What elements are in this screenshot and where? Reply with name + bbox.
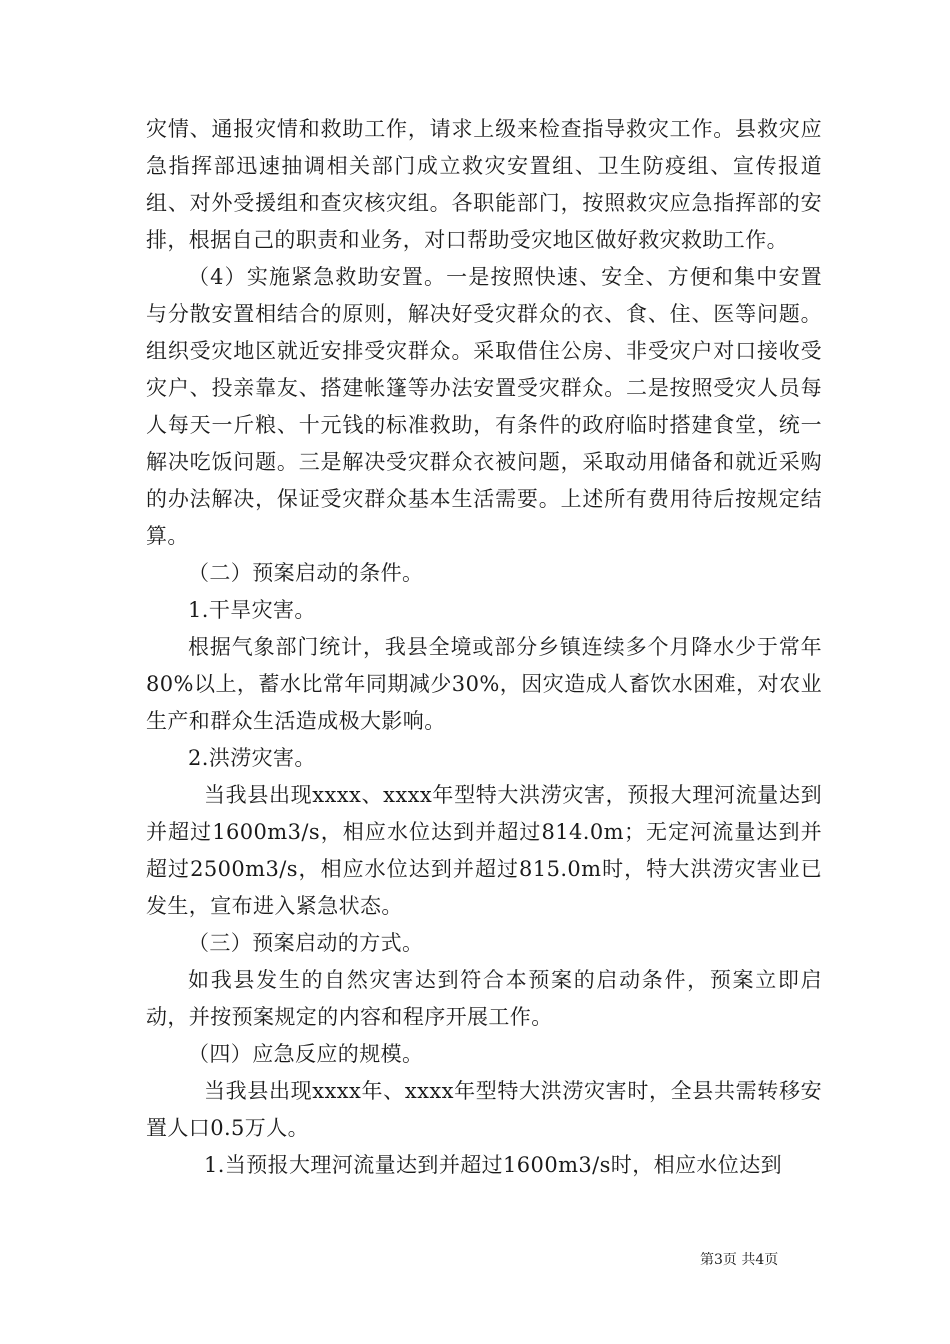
paragraph-continued: 灾情、通报灾情和救助工作，请求上级来检查指导救灾工作。县救灾应急指挥部迅速抽调相关部门成立救灾安置组、卫生防疫组、宣传报道组、对外受援组和查灾核灾组。各职能部门，按照救灾应急指挥部的安排，根据自己的职责和业务，对口帮助受灾地区做好救灾救助工作。 — [146, 117, 822, 252]
paragraph-drought: 根据气象部门统计，我县全境或部分乡镇连续多个月降水少于常年80%以上，蓄水比常年同期减少30%，因灾造成人畜饮水困难，对农业生产和群众生活造成极大影响。 — [146, 635, 822, 733]
paragraph-emergency-relief: （4）实施紧急救助安置。一是按照快速、安全、方便和集中安置与分散安置相结合的原则，解决好受灾群众的衣、食、住、医等问题。组织受灾地区就近安排受灾群众。采取借住公房、非受灾户对口接收受灾户、投亲靠友、搭建帐篷等办法安置受灾群众。二是按照受灾人员每人每天一斤粮、十元钱的标准救助，有条件的政府临时搭建食堂，统一解决吃饭问题。三是解决受灾群众衣被问题，采取动用储备和就近采购的办法解决，保证受灾群众基本生活需要。上述所有费用待后按规定结算。 — [146, 265, 822, 548]
paragraph-startup-method: 如我县发生的自然灾害达到符合本预案的启动条件，预案立即启动，并按预案规定的内容和程序开展工作。 — [146, 968, 822, 1029]
section-heading-startup-method: （三）预案启动的方式。 — [188, 931, 424, 955]
paragraph-response-scale: 当我县出现xxxx年、xxxx年型特大洪涝灾害时，全县共需转移安置人口0.5万人。 — [146, 1079, 822, 1140]
section-heading-startup-conditions: （二）预案启动的条件。 — [188, 561, 424, 585]
section-heading-response-scale: （四）应急反应的规模。 — [188, 1042, 424, 1066]
document-body — [146, 111, 822, 1184]
paragraph-response-item-1: 1.当预报大理河流量达到并超过1600m3/s时，相应水位达到 — [204, 1153, 783, 1177]
subheading-flood: 2.洪涝灾害。 — [188, 746, 316, 770]
page-indicator: 第3页 共4页 — [700, 1252, 779, 1268]
paragraph-flood: 当我县出现xxxx、xxxx年型特大洪涝灾害，预报大理河流量达到并超过1600m3/s，相应水位达到并超过814.0m；无定河流量达到并超过2500m3/s，相应水位达到并超过815.0m时，特大洪涝灾害业已发生，宣布进入紧急状态。 — [146, 783, 822, 918]
subheading-drought: 1.干旱灾害。 — [188, 598, 316, 622]
